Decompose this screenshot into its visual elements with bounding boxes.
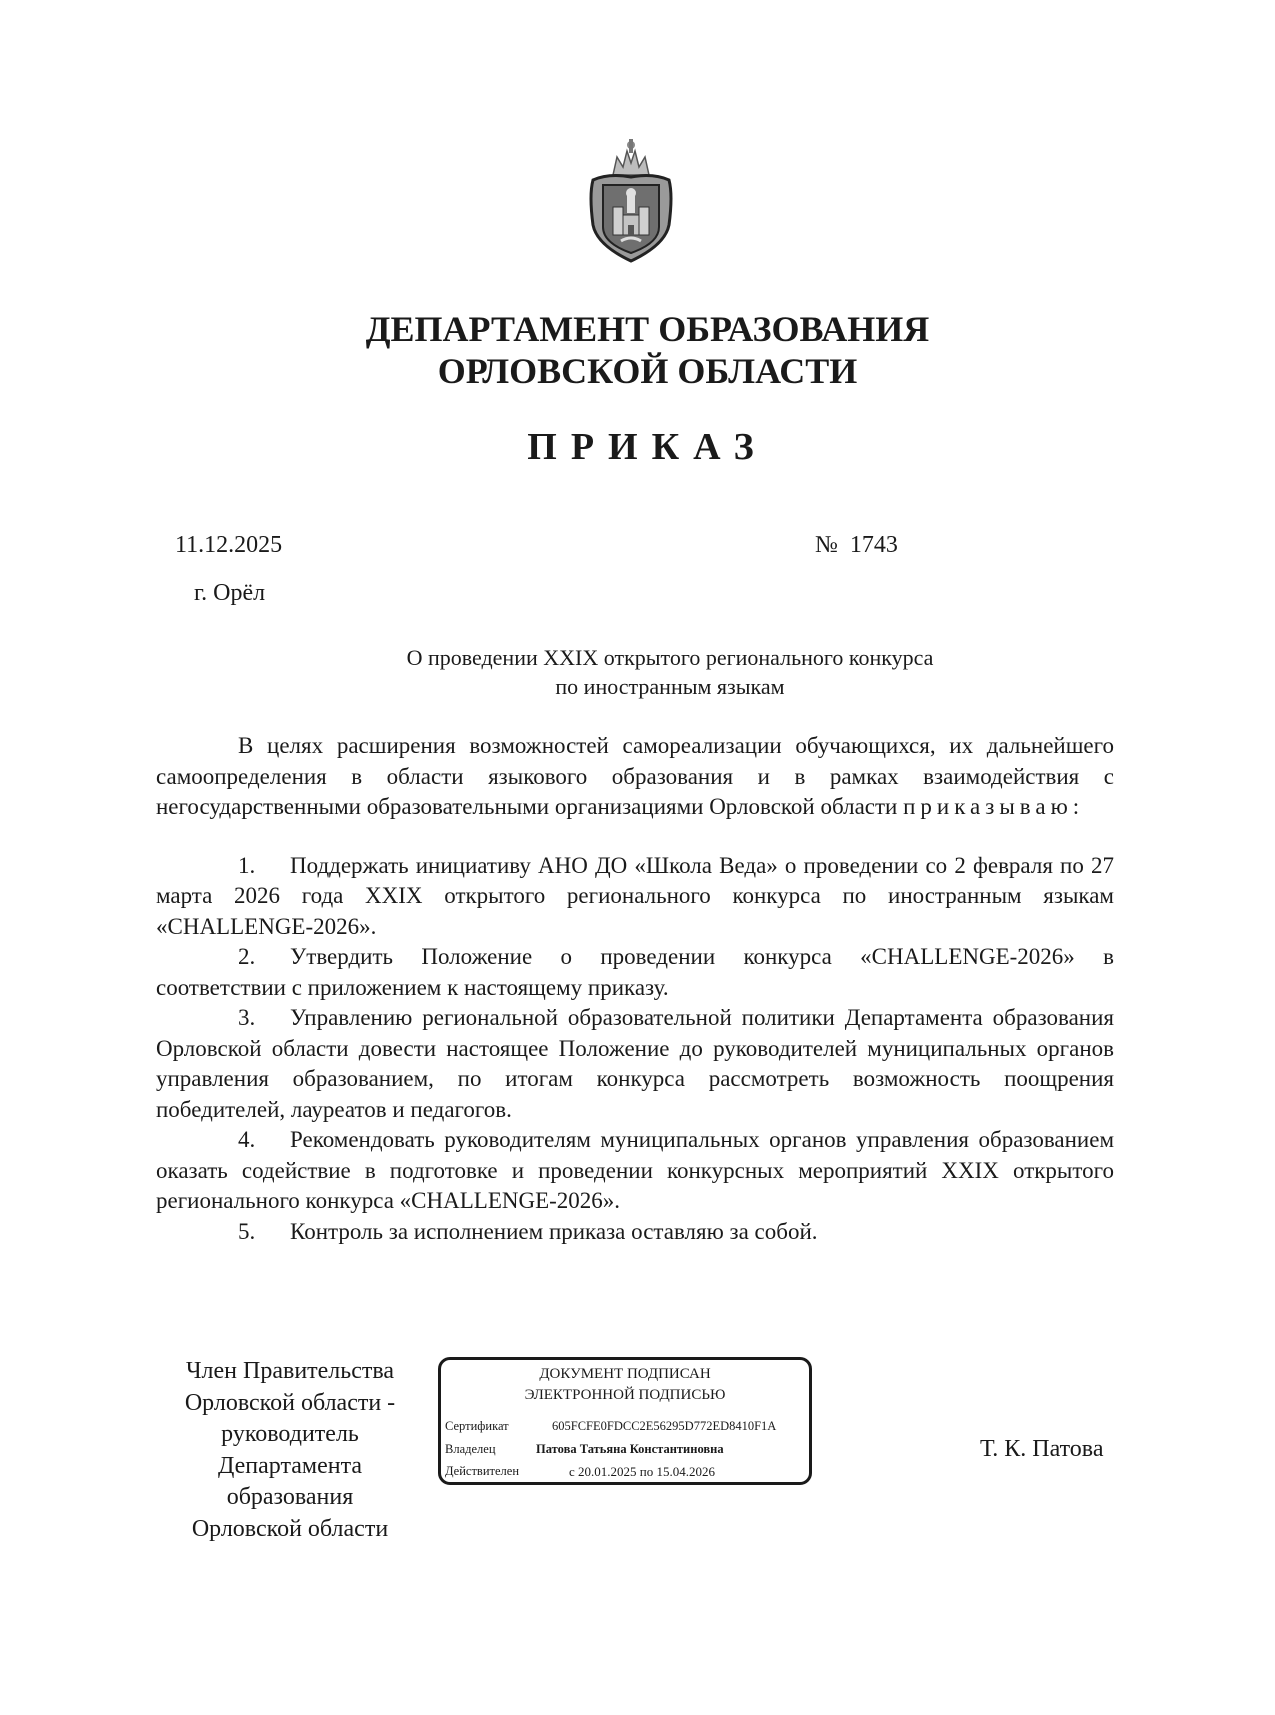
order-subject [330,643,1010,701]
item-text: Рекомендовать руководителям муниципальных органов управления образованием оказать содействие в подготовке и проведении конкурсных мероприятий XXIX открытого регионального конкурса «CHALLENGE-2026». [156,1127,1114,1213]
document-type-title: ПРИКАЗ [527,426,768,468]
item-number: 1. [238,852,256,878]
department-name-line2: ОРЛОВСКОЙ ОБЛАСТИ [437,351,858,391]
preamble [156,731,1114,823]
coat-of-arms-icon [583,135,679,265]
order-word: приказываю: [903,794,1085,819]
item-number: 3. [238,1005,256,1030]
item-text: Поддержать инициативу АНО ДО «Школа Веда» о проведении со 2 февраля по 27 марта 2026 года XXIX открытого регионального конкурса по иностранным языкам «CHALLENGE-2026». [156,852,1114,939]
stamp-heading-2: ЭЛЕКТРОННОЙ ПОДПИСЬЮ [524,1387,726,1403]
owner-value: Патова Татьяна Константиновна [536,1442,724,1456]
signer-name: Т. К. Патова [980,1436,1104,1462]
preamble-text: В целях расширения возможностей самореализации обучающихся, их дальнейшего самоопределения в области языкового образования и в рамках взаимодействия с негосударственными образовательными организациями Орловской области [156,733,1114,819]
signer-title-line: Орловской области - [184,1389,396,1416]
number-value: 1743 [849,532,898,558]
order-item-2 [156,942,1114,1003]
signer-title [155,1356,425,1545]
subject-line-1: О проведении XXIX открытого регионального конкурса [406,645,934,670]
signer-title-line: образования [226,1484,354,1510]
owner-label: Владелец [445,1442,496,1456]
certificate-label: Сертификат [445,1419,509,1433]
item-text: Контроль за исполнением приказа оставляю за собой. [290,1218,818,1244]
order-number [815,532,898,559]
order-item-1 [156,851,1114,943]
subject-line-2: по иностранным языкам [555,674,785,699]
item-number: 5. [238,1218,256,1244]
order-item-3 [156,1003,1114,1125]
item-text: Управлению региональной образовательной политики Департамента образования Орловской области довести настоящее Положение до руководителей муниципальных органов управления образованием, по итогам конкурса рассмотреть возможность поощрения победителей, лауреатов и педагогов. [156,1005,1114,1122]
order-item-5 [156,1217,1114,1248]
signer-title-line: Департамента [217,1452,363,1479]
order-date: 11.12.2025 [175,532,283,558]
valid-label: Действителен [445,1464,520,1478]
stamp-heading-1: ДОКУМЕНТ ПОДПИСАН [539,1366,711,1382]
order-body [156,731,1114,1247]
valid-value: с 20.01.2025 по 15.04.2026 [569,1464,715,1479]
item-number: 2. [238,944,256,969]
item-text: Утвердить Положение о проведении конкурса «CHALLENGE-2026» в соответствии с приложением к настоящему приказу. [156,944,1114,1000]
department-name-line1: ДЕПАРТАМЕНТ ОБРАЗОВАНИЯ [365,309,930,349]
signer-title-line: руководитель [221,1421,359,1447]
item-number: 4. [238,1127,256,1152]
signer-title-line: Член Правительства [185,1358,395,1384]
order-city: г. Орёл [194,580,266,606]
electronic-signature-stamp [438,1357,812,1485]
number-sign: № [815,532,838,558]
signer-title-line: Орловской области [191,1515,389,1542]
certificate-value: 605FCFE0FDCC2E56295D772ED8410F1A [552,1419,777,1433]
order-item-4 [156,1125,1114,1217]
